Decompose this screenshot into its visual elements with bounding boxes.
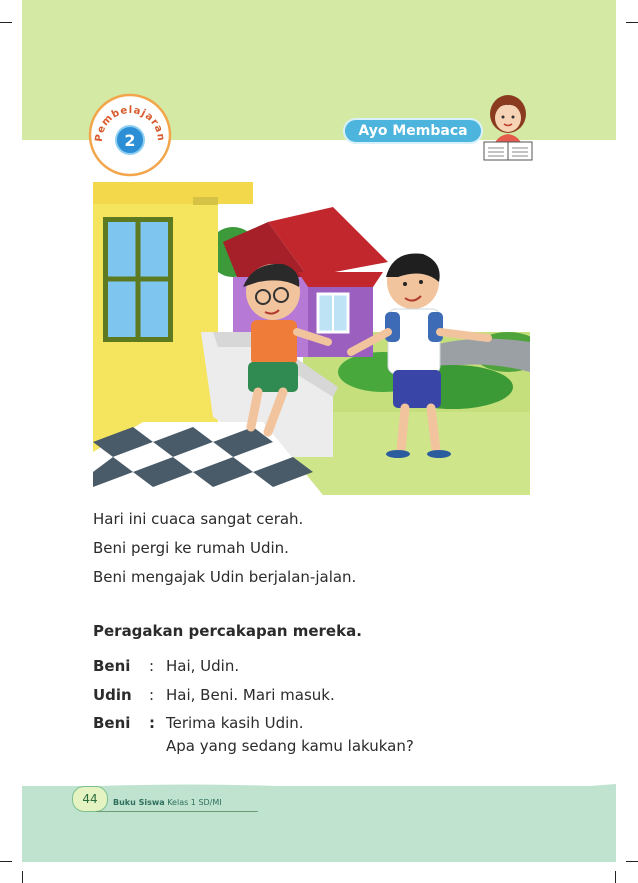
crop-mark xyxy=(615,871,616,883)
crop-mark xyxy=(22,871,23,883)
footer-divider xyxy=(96,811,258,812)
crop-mark xyxy=(0,861,12,862)
colon: : xyxy=(149,657,155,675)
dialogue-text: Hai, Beni. Mari masuk. xyxy=(166,686,335,704)
crop-mark xyxy=(626,22,638,23)
lesson-label: Pembelajaran xyxy=(93,104,167,143)
activity-instruction: Peragakan percakapan mereka. xyxy=(93,622,362,640)
section-title: Ayo Membaca xyxy=(343,118,483,144)
lesson-number: 2 xyxy=(124,131,136,150)
dialogue-text: Terima kasih Udin. xyxy=(166,714,304,732)
speaker-name: Beni xyxy=(93,714,131,732)
book-grade: Kelas 1 SD/MI xyxy=(167,798,222,807)
speaker-name: Beni xyxy=(93,657,131,675)
footer-wave xyxy=(22,778,616,798)
colon: : xyxy=(149,686,155,704)
reading-line: Beni mengajak Udin berjalan-jalan. xyxy=(93,568,357,586)
reading-line: Hari ini cuaca sangat cerah. xyxy=(93,510,304,528)
page-number: 44 xyxy=(72,786,108,812)
book-title: Buku Siswa xyxy=(113,798,165,807)
footer-book-info xyxy=(113,798,222,807)
story-illustration xyxy=(93,182,530,495)
speaker-name: Udin xyxy=(93,686,132,704)
reading-girl-icon xyxy=(478,92,538,162)
reading-line: Beni pergi ke rumah Udin. xyxy=(93,539,289,557)
crop-mark xyxy=(0,22,12,23)
footer-band xyxy=(22,786,616,862)
colon: : xyxy=(149,714,155,732)
lesson-badge xyxy=(88,93,172,177)
dialogue-text: Hai, Udin. xyxy=(166,657,240,675)
crop-mark xyxy=(626,861,638,862)
dialogue-text-continued: Apa yang sedang kamu lakukan? xyxy=(166,737,414,755)
